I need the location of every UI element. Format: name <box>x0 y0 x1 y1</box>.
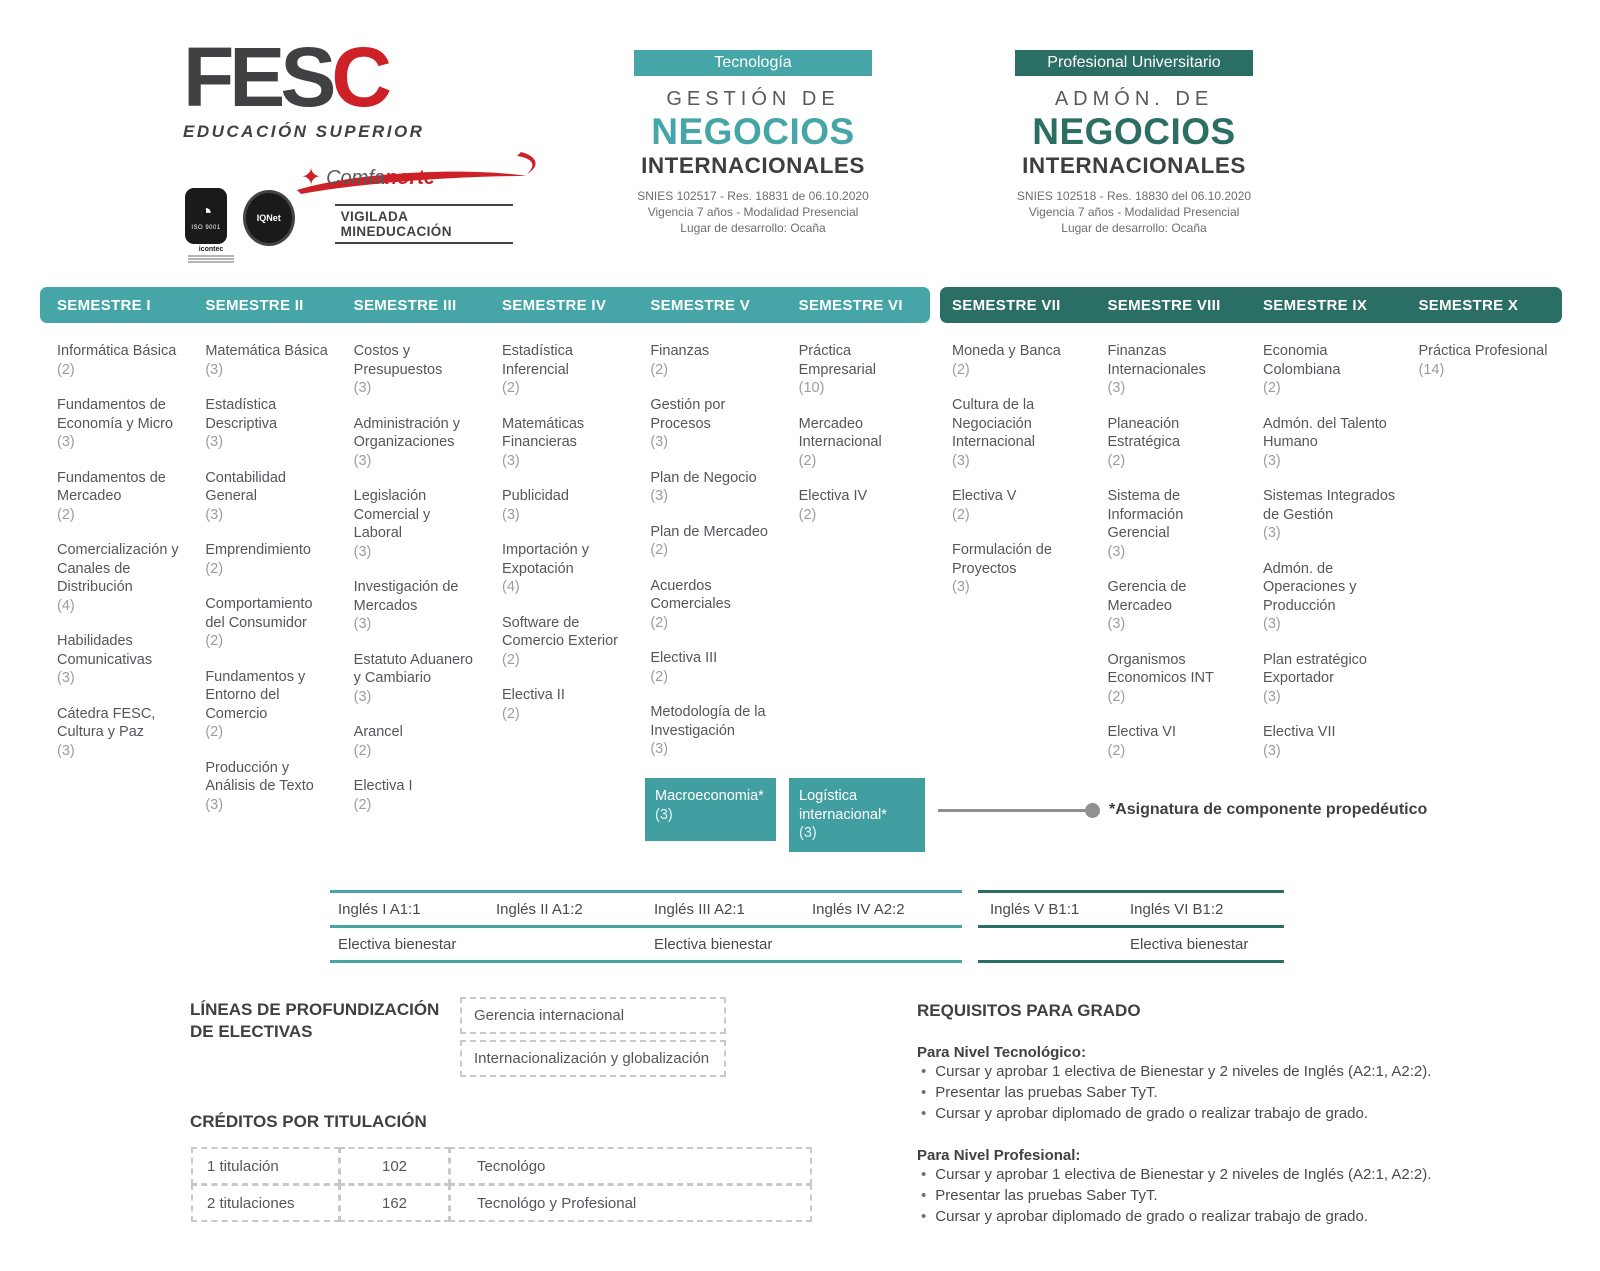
course-item <box>354 723 479 760</box>
english-levels-row <box>330 890 962 928</box>
course-credits: (3) <box>57 670 75 686</box>
course-credits: (2) <box>650 542 669 558</box>
course-item <box>650 523 775 560</box>
course-name: Acuerdos Comerciales <box>650 577 731 612</box>
program-snies: SNIES 102518 - Res. 18830 del 06.10.2020 <box>1016 189 1252 203</box>
course-item <box>1263 560 1401 634</box>
course-item <box>57 632 182 688</box>
course-credits: (2) <box>57 361 75 378</box>
certifications-row <box>185 188 513 264</box>
course-name: Electiva VI <box>1107 724 1176 740</box>
course-credits: (3) <box>1263 452 1281 469</box>
course-name: Matemática Básica <box>205 343 328 359</box>
course-credits: (3) <box>1107 380 1126 396</box>
requisitos-bullet-text: Presentar las pruebas Saber TyT. <box>935 1187 1158 1204</box>
semester-column <box>1251 323 1407 777</box>
course-credits: (3) <box>1263 616 1281 632</box>
course-name: Admón. de Operaciones y Producción <box>1263 560 1357 614</box>
semester-header-label: SEMESTRE VI <box>798 296 903 314</box>
electiva-bienestar-label: Electiva bienestar <box>1130 935 1249 953</box>
course-item <box>205 595 330 651</box>
course-credits: (3) <box>1263 742 1281 759</box>
course-name: Electiva IV <box>798 488 868 504</box>
course-name: Fundamentos de Economía y Micro <box>57 397 174 432</box>
program-vigencia: Vigencia 7 años - Modalidad Presencial <box>1028 205 1240 219</box>
course-item <box>502 342 627 398</box>
course-item <box>502 686 627 723</box>
course-name: Plan de Mercadeo <box>650 523 768 540</box>
program-level-badge: Tecnología <box>634 50 872 76</box>
semester-header-label: SEMESTRE IV <box>501 296 607 314</box>
course-name: Plan de Negocio <box>650 469 757 486</box>
course-item <box>952 541 1090 597</box>
course-name: Economia Colombiana <box>1263 343 1341 378</box>
course-name: Electiva II <box>501 687 565 703</box>
course-name: Práctica Empresarial <box>798 343 876 378</box>
course-name: Cultura de la Negociación Internacional <box>952 397 1036 450</box>
course-item <box>205 759 330 815</box>
semester-header-label: SEMESTRE III <box>353 296 457 314</box>
semester-group-7-10 <box>940 287 1562 831</box>
course-item <box>57 541 182 615</box>
course-credits: (2) <box>1107 452 1126 469</box>
course-name: Fundamentos y Entorno del Comercio <box>205 668 306 722</box>
course-name: Contabilidad General <box>205 469 286 504</box>
fesc-logo-block <box>183 30 513 253</box>
course-item <box>57 469 182 525</box>
requisitos-grado-section <box>917 1001 1517 1227</box>
bullet-icon: • <box>921 1166 927 1183</box>
course-credits: (10) <box>798 380 825 396</box>
course-item <box>502 415 627 471</box>
course-item <box>205 668 330 742</box>
semester-column <box>188 323 336 831</box>
icontec-label: icontec <box>198 246 224 253</box>
course-item <box>205 396 330 452</box>
course-name: Gerencia de Mercadeo <box>1107 579 1187 614</box>
fesc-logo-c: C <box>331 30 388 124</box>
course-credits: (3) <box>501 452 520 469</box>
comfanorte-star-icon: ✦ <box>301 164 322 191</box>
course-name: Sistemas Integrados de Gestión <box>1263 488 1396 523</box>
electiva-bienestar-row <box>978 928 1284 963</box>
semester-header-label: SEMESTRE X <box>1418 296 1519 314</box>
course-item <box>354 415 479 471</box>
course-name: Mercadeo Internacional <box>798 415 882 450</box>
course-credits: (3) <box>353 688 372 705</box>
course-name: Comportamiento del Consumidor <box>205 596 313 631</box>
requisitos-bullet-text: Cursar y aprobar diplomado de grado o realizar trabajo de grado. <box>935 1208 1369 1225</box>
course-item <box>799 415 924 471</box>
course-item <box>205 469 330 525</box>
connector-dot-icon <box>1085 803 1100 818</box>
course-item <box>1263 342 1401 398</box>
course-credits: (2) <box>1107 742 1126 759</box>
semester-header-label: SEMESTRE VII <box>952 296 1061 314</box>
course-name: Metodología de la Investigación <box>650 704 766 739</box>
course-name: Administración y Organizaciones <box>353 415 461 450</box>
course-name: Formulación de Proyectos <box>952 542 1052 577</box>
course-name: Moneda y Banca <box>952 343 1061 359</box>
course-item <box>1263 415 1401 471</box>
bullet-icon: • <box>921 1208 927 1225</box>
requisitos-bullet <box>917 1082 1517 1103</box>
creditos-numero-cell: 162 <box>339 1184 450 1222</box>
icontec-swirl-icon: ◔ <box>199 199 213 224</box>
course-credits: (2) <box>353 796 372 813</box>
bullet-icon: • <box>921 1187 927 1204</box>
course-credits: (3) <box>1107 543 1126 560</box>
semester-header-label: SEMESTRE VIII <box>1107 296 1221 314</box>
iqnet-label: IQNet <box>256 213 281 223</box>
course-name: Estadística Descriptiva <box>205 397 278 432</box>
course-name: Sistema de Información Gerencial <box>1107 488 1184 541</box>
connector-line <box>938 809 1086 812</box>
semester-header-label: SEMESTRE IX <box>1263 296 1368 314</box>
course-credits: (3) <box>650 741 669 757</box>
bullet-icon: • <box>921 1063 927 1080</box>
english-level-label: Inglés V B1:1 <box>990 900 1080 918</box>
course-name: Plan estratégico Exportador <box>1263 651 1367 686</box>
icontec-iso-badge-icon <box>185 188 227 244</box>
course-item <box>57 342 182 379</box>
english-levels-band-tec <box>330 890 962 963</box>
program-header-profesional <box>994 50 1274 236</box>
requisitos-subtitle: Para Nivel Profesional: <box>917 1147 1081 1164</box>
course-credits: (2) <box>501 705 520 722</box>
vigilada-mineducacion-label: VIGILADA MINEDUCACIÓN <box>335 204 513 244</box>
course-credits: (3) <box>655 806 673 823</box>
english-levels-band-prof <box>978 890 1284 963</box>
lineas-profundizacion-title: LÍNEAS DE PROFUNDIZACIÓN DE ELECTIVAS <box>190 1000 440 1041</box>
creditos-titulacion-cell: 1 titulación <box>191 1147 340 1185</box>
requisitos-bullet-text: Cursar y aprobar 1 electiva de Bienestar y 2 niveles de Inglés (A2:1, A2:2). <box>935 1166 1432 1183</box>
course-item <box>1108 723 1246 760</box>
bullet-icon: • <box>921 1105 927 1122</box>
bullet-icon: • <box>921 1084 927 1101</box>
english-levels-row <box>978 890 1284 928</box>
program-title-line2: NEGOCIOS <box>651 111 855 152</box>
semester-column <box>40 323 188 831</box>
course-name: Práctica Profesional <box>1418 343 1548 359</box>
course-name: Importación y Expotación <box>501 542 590 577</box>
propedeutico-note <box>938 790 1427 830</box>
course-item <box>650 396 775 452</box>
course-item <box>799 487 924 524</box>
electiva-line-item: Gerencia internacional <box>460 997 726 1034</box>
course-credits: (2) <box>952 361 970 378</box>
course-credits: (3) <box>205 796 224 813</box>
course-credits: (4) <box>501 579 520 595</box>
semester-column <box>633 323 781 831</box>
course-credits: (3) <box>650 434 669 450</box>
course-item <box>354 651 479 707</box>
course-name: Producción y Análisis de Texto <box>205 759 314 794</box>
course-item <box>799 342 924 398</box>
semester-columns <box>940 323 1562 777</box>
course-name: Organismos Economicos INT <box>1107 651 1214 686</box>
program-title-line1: GESTIÓN DE <box>666 88 840 110</box>
program-header-tecnologia <box>613 50 893 236</box>
program-vigencia: Vigencia 7 años - Modalidad Presencial <box>647 205 859 219</box>
course-name: Planeación Estratégica <box>1107 415 1181 450</box>
course-credits: (3) <box>1107 616 1126 632</box>
semester-columns <box>40 323 930 831</box>
course-name: Emprendimiento <box>205 542 311 558</box>
creditos-grado-cell: Tecnológo y Profesional <box>449 1184 812 1222</box>
course-item <box>57 396 182 452</box>
course-name: Gestión por Procesos <box>650 397 726 432</box>
program-lugar: Lugar de desarrollo: Ocaña <box>1061 221 1207 235</box>
semester-group-1-6 <box>40 287 930 831</box>
course-item <box>1263 723 1401 760</box>
course-credits: (2) <box>205 724 224 740</box>
fesc-tagline: EDUCACIÓN SUPERIOR <box>183 121 425 141</box>
course-name: Estatuto Aduanero y Cambiario <box>353 651 473 686</box>
course-credits: (14) <box>1418 361 1445 378</box>
icontec-fineprint <box>185 255 237 263</box>
course-item <box>57 705 182 761</box>
course-name: Comercialización y Canales de Distribución <box>57 542 179 595</box>
semester-column <box>1407 323 1563 777</box>
electiva-bienestar-label: Electiva bienestar <box>654 935 773 953</box>
course-item <box>650 649 775 686</box>
semester-column <box>485 323 633 831</box>
iso-9001-label: ISO 9001 <box>191 225 221 231</box>
requisitos-title: REQUISITOS PARA GRADO <box>917 1001 1141 1020</box>
course-credits: (3) <box>799 825 817 841</box>
comfanorte-text-1: Comfa <box>326 166 386 189</box>
course-credits: (2) <box>205 560 224 577</box>
course-credits: (2) <box>650 614 669 631</box>
course-item <box>502 614 627 670</box>
english-level-label: Inglés II A1:2 <box>496 900 583 918</box>
creditos-numero-cell: 102 <box>339 1147 450 1185</box>
course-credits: (4) <box>57 597 75 614</box>
course-credits: (2) <box>353 742 372 759</box>
creditos-titulacion-cell: 2 titulaciones <box>191 1184 340 1222</box>
course-credits: (3) <box>952 579 970 595</box>
course-item <box>354 578 479 634</box>
course-credits: (3) <box>57 742 75 759</box>
requisitos-bullet <box>917 1206 1517 1227</box>
semester-header-label: SEMESTRE II <box>205 296 304 314</box>
requisitos-bullet-text: Presentar las pruebas Saber TyT. <box>935 1084 1158 1101</box>
program-level-badge: Profesional Universitario <box>1015 50 1253 76</box>
requisitos-bullet-text: Cursar y aprobar 1 electiva de Bienestar y 2 niveles de Inglés (A2:1, A2:2). <box>935 1063 1432 1080</box>
course-name: Electiva III <box>650 650 718 666</box>
course-item <box>1108 651 1246 707</box>
course-item <box>650 577 775 633</box>
course-name: Macroeconomia* <box>655 788 764 804</box>
course-name: Finanzas <box>650 343 710 359</box>
course-credits: (3) <box>353 380 372 396</box>
course-credits: (3) <box>353 543 372 560</box>
course-credits: (2) <box>798 452 817 469</box>
course-name: Electiva I <box>353 778 413 794</box>
requisitos-bullet <box>917 1061 1517 1082</box>
program-snies: SNIES 102517 - Res. 18831 de 06.10.2020 <box>637 189 869 203</box>
course-name: Publicidad <box>501 488 569 504</box>
comfanorte-logo <box>301 166 435 190</box>
course-credits: (3) <box>205 506 224 523</box>
semester-column <box>1096 323 1252 777</box>
course-credits: (2) <box>952 506 970 523</box>
fesc-logo-fes: FES <box>183 30 332 124</box>
course-item <box>952 396 1090 470</box>
course-item <box>650 342 775 379</box>
requisitos-bullet <box>917 1185 1517 1206</box>
course-credits: (3) <box>1263 525 1281 541</box>
course-name: Habilidades Comunicativas <box>57 633 153 668</box>
propedeutico-course-box <box>645 778 776 841</box>
english-level-label: Inglés IV A2:2 <box>812 900 905 918</box>
course-item <box>1108 487 1246 561</box>
course-item <box>1263 487 1401 543</box>
course-name: Matemáticas Financieras <box>501 415 585 450</box>
course-name: Electiva V <box>952 488 1017 504</box>
course-name: Admón. del Talento Humano <box>1263 415 1387 450</box>
course-item <box>1108 342 1246 398</box>
curriculum-grid <box>40 287 1562 841</box>
course-item <box>502 487 627 524</box>
english-level-label: Inglés III A2:1 <box>654 900 745 918</box>
requisitos-bullet <box>917 1103 1517 1124</box>
course-credits: (3) <box>1263 688 1281 705</box>
course-item <box>650 703 775 759</box>
course-name: Estadística Inferencial <box>501 343 573 378</box>
course-item <box>1263 651 1401 707</box>
course-name: Costos y Presupuestos <box>353 343 443 378</box>
requisitos-bullet-text: Cursar y aprobar diplomado de grado o realizar trabajo de grado. <box>935 1105 1369 1122</box>
course-credits: (2) <box>205 633 224 649</box>
course-credits: (2) <box>501 380 520 396</box>
program-lugar: Lugar de desarrollo: Ocaña <box>680 221 826 235</box>
course-name: Logística internacional* <box>799 788 887 823</box>
course-credits: (2) <box>650 361 669 378</box>
semester-header-label: SEMESTRE V <box>650 296 750 314</box>
course-credits: (3) <box>501 506 520 523</box>
semester-header-label: SEMESTRE I <box>57 296 151 314</box>
comfanorte-text-2: norte <box>385 166 436 189</box>
semester-band-dark <box>940 287 1562 323</box>
course-credits: (3) <box>353 616 372 632</box>
creditos-grado-cell: Tecnológo <box>449 1147 812 1185</box>
creditos-titulacion-title: CRÉDITOS POR TITULACIÓN <box>190 1112 427 1131</box>
program-title-line3: INTERNACIONALES <box>1022 153 1246 178</box>
semester-column <box>782 323 930 831</box>
english-level-label: Inglés VI B1:2 <box>1130 900 1224 918</box>
electiva-line-item: Internacionalización y globalización <box>460 1040 726 1077</box>
course-credits: (2) <box>57 506 75 523</box>
course-credits: (2) <box>501 651 520 668</box>
course-credits: (2) <box>1107 688 1126 705</box>
course-item <box>952 342 1090 379</box>
semester-band-light <box>40 287 930 323</box>
course-item <box>205 342 330 379</box>
course-item <box>205 541 330 578</box>
course-credits: (2) <box>798 506 817 523</box>
course-name: Legislación Comercial y Laboral <box>353 488 431 541</box>
course-credits: (3) <box>57 434 75 450</box>
propedeutico-note-text: *Asignatura de componente propedéutico <box>1109 801 1428 818</box>
lineas-profundizacion-boxes <box>460 997 726 1083</box>
course-credits: (3) <box>650 488 669 504</box>
course-name: Fundamentos de Mercadeo <box>57 469 166 504</box>
course-credits: (3) <box>952 452 970 469</box>
course-name: Electiva VII <box>1263 724 1336 740</box>
semester-column <box>940 323 1096 777</box>
course-name: Finanzas Internacionales <box>1107 343 1206 378</box>
course-item <box>1108 415 1246 471</box>
program-title-line2: NEGOCIOS <box>1032 111 1236 152</box>
course-name: Investigación de Mercados <box>353 579 459 614</box>
electiva-bienestar-label: Electiva bienestar <box>338 935 457 953</box>
course-item <box>354 777 479 814</box>
course-item <box>650 469 775 506</box>
fesc-logo <box>183 30 513 124</box>
course-credits: (3) <box>205 361 224 378</box>
course-name: Cátedra FESC, Cultura y Paz <box>57 705 156 740</box>
program-title-line3: INTERNACIONALES <box>641 153 865 178</box>
course-item <box>1419 342 1557 379</box>
course-item <box>354 342 479 398</box>
course-name: Informática Básica <box>57 343 177 359</box>
requisitos-bullet <box>917 1164 1517 1185</box>
requisitos-subtitle: Para Nivel Tecnológico: <box>917 1044 1086 1061</box>
course-credits: (3) <box>205 434 224 450</box>
program-title-line1: ADMÓN. DE <box>1054 88 1214 110</box>
course-item <box>952 487 1090 524</box>
course-credits: (2) <box>1263 380 1281 396</box>
course-name: Arancel <box>353 724 403 740</box>
propedeutico-course-box <box>789 778 925 852</box>
course-item <box>354 487 479 561</box>
course-credits: (3) <box>353 452 372 469</box>
course-name: Software de Comercio Exterior <box>501 614 619 649</box>
course-credits: (2) <box>650 668 669 685</box>
english-level-label: Inglés I A1:1 <box>338 900 421 918</box>
requisitos-sections <box>917 1044 1517 1227</box>
course-item <box>1108 578 1246 634</box>
creditos-table <box>192 1148 812 1222</box>
semester-column <box>337 323 485 831</box>
electiva-bienestar-row <box>330 928 962 963</box>
iqnet-badge-icon <box>243 190 295 246</box>
course-item <box>502 541 627 597</box>
